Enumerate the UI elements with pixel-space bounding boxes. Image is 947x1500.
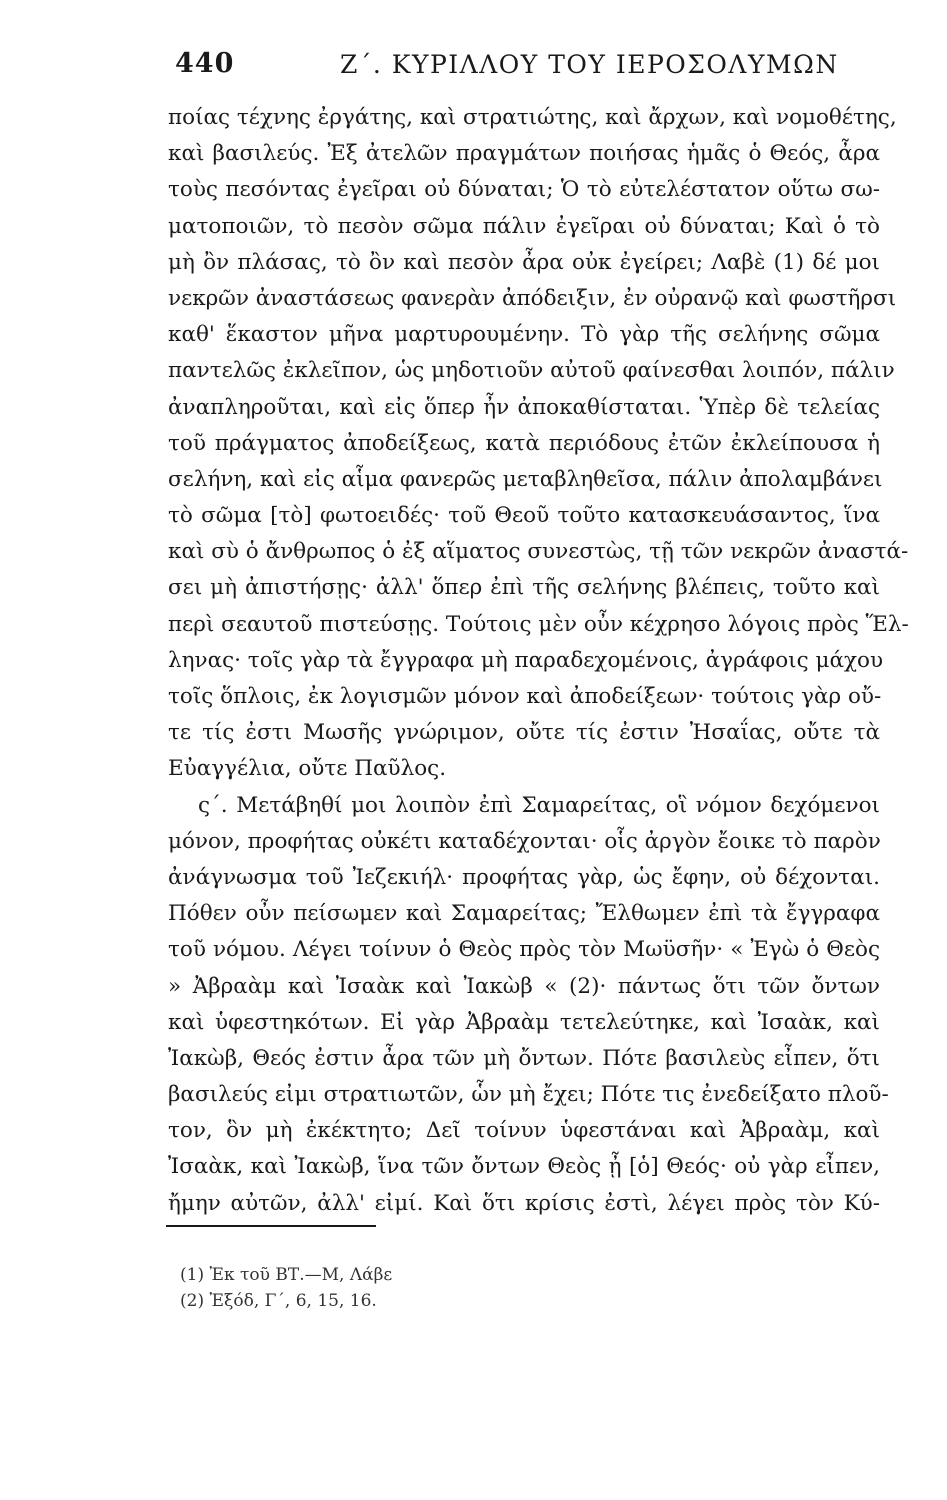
text-line: ς΄. Μετάβηθί μοι λοιπὸν ἐπὶ Σαμαρείτας, οἳ νόμον δεχόμενοι <box>198 792 880 818</box>
text-line: καὶ βασιλεύς. Ἐξ ἀτελῶν πραγμάτων ποιήσας ἡμᾶς ὁ Θεός, ἆρα <box>168 141 880 167</box>
text-line: τοῖς ὅπλοις, ἐκ λογισμῶν μόνον καὶ ἀποδείξεων· τούτοις γὰρ οὔ- <box>168 684 882 709</box>
text-line: τοὺς πεσόντας ἐγεῖραι οὐ δύναται; Ὁ τὸ εὐτελέστατον οὕτω σω- <box>168 177 880 203</box>
footnote: (1) Ἐκ τοῦ ΒΤ.—Μ, Λάβε <box>180 1265 393 1285</box>
text-line: ματοποιῶν, τὸ πεσὸν σῶμα πάλιν ἐγεῖραι οὐ δύναται; Καὶ ὁ τὸ <box>168 213 880 239</box>
text-line: ποίας τέχνης ἐργάτης, καὶ στρατιώτης, καὶ ἄρχων, καὶ νομοθέτης, <box>168 105 897 130</box>
text-line: τε τίς ἐστι Μωσῆς γνώριμον, οὔτε τίς ἐστιν Ἠσαΐας, οὔτε τὰ <box>168 720 880 746</box>
text-line: τον, ὃν μὴ ἐκέκτητο; Δεῖ τοίνυν ὑφεστάναι καὶ Ἀβραὰμ, καὶ <box>168 1118 880 1144</box>
text-line: ἤμην αὐτῶν, ἀλλ' εἰμί. Καὶ ὅτι κρίσις ἐστὶ, λέγει πρὸς τὸν Κύ- <box>168 1190 880 1216</box>
text-line: σει μὴ ἀπιστήσῃς· ἀλλ' ὅπερ ἐπὶ τῆς σελήνης βλέπεις, τοῦτο καὶ <box>168 575 880 601</box>
footnote: (2) Ἐξόδ, Γ΄, 6, 15, 16. <box>180 1291 377 1311</box>
text-line: περὶ σεαυτοῦ πιστεύσῃς. Τούτοις μὲν οὖν κέχρησο λόγοις πρὸς Ἕλ- <box>168 611 909 637</box>
text-line: καὶ σὺ ὁ ἄνθρωπος ὁ ἐξ αἵματος συνεστὼς, τῇ τῶν νεκρῶν ἀναστά- <box>168 539 909 565</box>
text-line: ληνας· τοῖς γὰρ τὰ ἔγγραφα μὴ παραδεχομένοις, ἀγράφοις μάχου <box>168 647 884 673</box>
page-header <box>165 48 885 88</box>
text-line: τὸ σῶμα [τὸ] φωτοειδές· τοῦ Θεοῦ τοῦτο κατασκευάσαντος, ἵνα <box>168 503 880 529</box>
footnotes <box>180 1262 780 1314</box>
body-text <box>168 100 909 1222</box>
text-line: σελήνη, καὶ εἰς αἷμα φανερῶς μεταβληθεῖσα, πάλιν ἀπολαμβάνει <box>168 466 883 492</box>
text-line: καὶ ὑφεστηκότων. Εἰ γὰρ Ἀβραὰμ τετελεύτηκε, καὶ Ἰσαὰκ, καὶ <box>168 1009 880 1035</box>
text-line: καθ' ἕκαστον μῆνα μαρτυρουμένην. Τὸ γὰρ τῆς σελήνης σῶμα <box>168 322 880 348</box>
text-line: Εὐαγγέλια, οὔτε Παῦλος. <box>168 756 447 782</box>
page-number: 440 <box>175 48 235 79</box>
text-line: ἀνάγνωσμα τοῦ Ἰεζεκιήλ· προφήτας γὰρ, ὡς ἔφην, οὐ δέχονται. <box>168 864 880 890</box>
text-line: παντελῶς ἐκλεῖπον, ὡς μηδοτιοῦν αὐτοῦ φαίνεσθαι λοιπόν, πάλιν <box>168 358 895 384</box>
text-line: τοῦ πράγματος ἀποδείξεως, κατὰ περιόδους ἐτῶν ἐκλείπουσα ἡ <box>168 430 880 456</box>
text-line: » Ἀβραὰμ καὶ Ἰσαὰκ καὶ Ἰακὼβ « (2)· πάντως ὅτι τῶν ὄντων <box>168 973 880 999</box>
text-line: μὴ ὂν πλάσας, τὸ ὂν καὶ πεσὸν ἆρα οὐκ ἐγείρει; Λαβὲ (1) δέ μοι <box>168 249 880 275</box>
text-line: τοῦ νόμου. Λέγει τοίνυν ὁ Θεὸς πρὸς τὸν Μωϋσῆν· « Ἐγὼ ὁ Θεὸς <box>168 937 880 963</box>
text-line: Ἰσαὰκ, καὶ Ἰακὼβ, ἵνα τῶν ὄντων Θεὸς ᾖ [ὁ] Θεός· οὐ γὰρ εἶπεν, <box>168 1154 880 1180</box>
text-line: Πόθεν οὖν πείσωμεν καὶ Σαμαρείτας; Ἔλθωμεν ἐπὶ τὰ ἔγγραφα <box>168 901 880 927</box>
text-line: Ἰακὼβ, Θεός ἐστιν ἆρα τῶν μὴ ὄντων. Πότε βασιλεὺς εἶπεν, ὅτι <box>168 1045 880 1071</box>
running-title: Ζ΄. ΚΥΡΙΛΛΟΥ ΤΟΥ ΙΕΡΟΣΟΛΥΜΩΝ <box>340 50 839 79</box>
footnote-divider <box>166 1225 376 1227</box>
text-line: ἀναπληροῦται, καὶ εἰς ὅπερ ἦν ἀποκαθίσταται. Ὑπὲρ δὲ τελείας <box>168 394 880 420</box>
text-line: νεκρῶν ἀναστάσεως φανερὰν ἀπόδειξιν, ἐν οὐρανῷ καὶ φωστῆρσι <box>168 285 897 311</box>
text-line: βασιλεύς εἰμι στρατιωτῶν, ὧν μὴ ἔχει; Πότε τις ἐνεδείξατο πλοῦ- <box>168 1082 889 1108</box>
text-line: μόνον, προφήτας οὐκέτι καταδέχονται· οἷς ἀργὸν ἔοικε τὸ παρὸν <box>168 828 881 854</box>
